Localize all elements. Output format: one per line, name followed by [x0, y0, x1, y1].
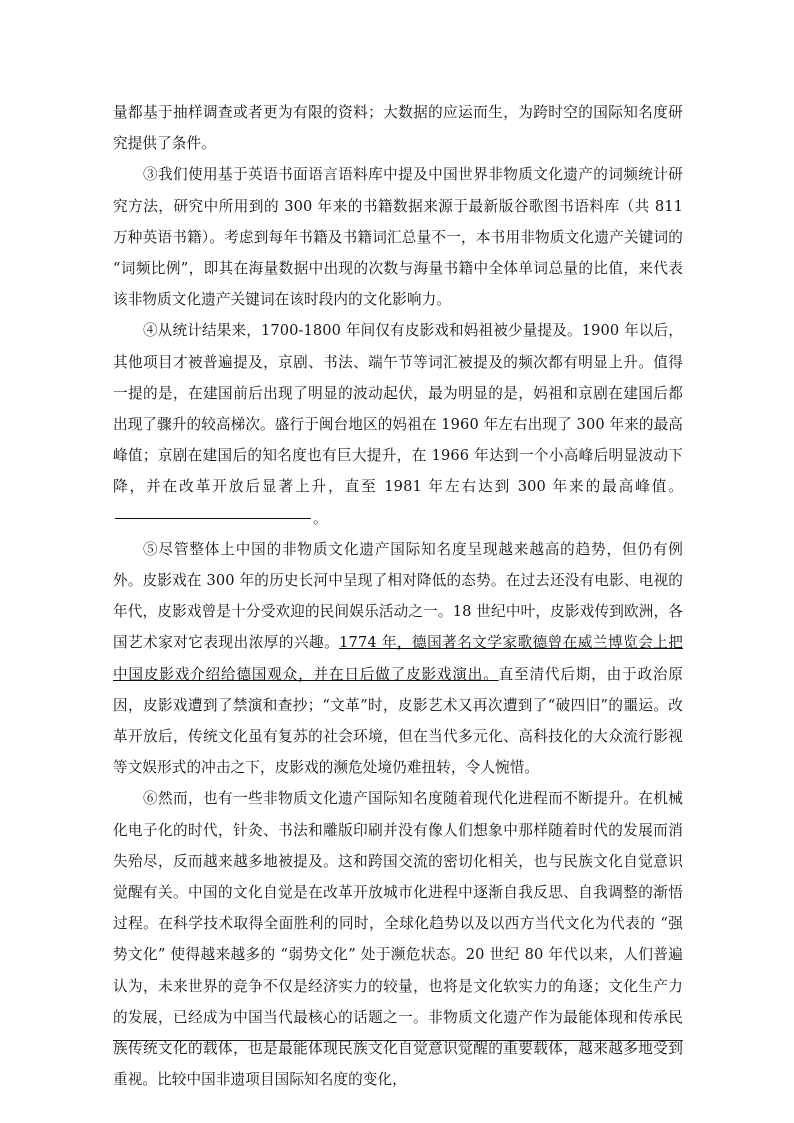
paragraph-6: ⑥然而，也有一些非物质文化遗产国际知名度随着现代化进程而不断提升。在机械化电子化的时代，针灸、书法和雕版印刷并没有像人们想象中那样随着时代的发展而消失殆尽，反而越来越多地被提及。这和跨国交流的密切化相关，也与民族文化自觉意识觉醒有关。中国的文化自觉是在改革开放城市化进程中逐渐自我反思、自我调整的渐悟过程。在科学技术取得全面胜利的同时，全球化趋势以及以西方当代文化为代表的 “强势文化” 使得越来越多的 “弱势文化” 处于濒危状态。20 世纪 80 年代以来，人们普遍认为，未来世界的竞争不仅是经济实力的较量，也将是文化软实力的角逐；文化生产力的发展，已经成为中国当代最核心的话题之一。非物质文化遗产作为最能体现和传承民族传统文化的载体，也是最能体现民族文化自觉意识觉醒的重要载体，越来越多地受到重视。比较中国非遗项目国际知名度的变化， — [113, 790, 683, 1089]
paragraph-2-continuation: 量都基于抽样调查或者更为有限的资料；大数据的应运而生，为跨时空的国际知名度研究提供了条件。 — [113, 104, 683, 153]
paragraph-4-text: ④从统计结果来，1700-1800 年间仅有皮影戏和妈祖被少量提及。1900 年以后，其他项目才被普遍提及，京剧、书法、端午节等词汇被提及的频次都有明显上升。值得一提的是，在建国前后出现了明显的波动起伏，最为明显的是，妈祖和京剧在建国后都出现了骤升的较高梯次。盛行于闽台地区的妈祖在 1960 年左右出现了 300 年来的最高峰值；京剧在建国后的知名度也有巨大提升，在 1966 年达到一个小高峰后明显波动下降，并在改革开放后显著上升，直至 1981 年左右达到 300 年来的最高峰值。 — [113, 322, 683, 496]
paragraph-5-before: ⑤尽管整体上中国的非物质文化遗产国际知名度呈现越来越高的趋势，但仍有例外。皮影戏在 300 年的历史长河中呈现了相对降低的态势。在过去还没有电影、电视的年代，皮影戏曾是十分受欢迎的民间娱乐活动之一。18 世纪中叶，皮影戏传到欧洲，各国艺术家对它表现出浓厚的兴趣。 — [113, 540, 683, 652]
paragraph-5-after: 直至清代后期，由于政治原因，皮影戏遭到了禁演和查抄；“文革”时，皮影艺术又再次遭到了“破四旧”的噩运。改革开放后，传统文化虽有复苏的社会环境，但在当代多元化、高科技化的大众流行影视等文娱形式的冲击之下，皮影戏的濒危处境仍难扭转，令人惋惜。 — [113, 665, 683, 777]
underlined-sentence: 1774 年，德国著名文学家歌德曾在威兰博览会上把中国皮影戏介绍给德国观众，并在日后做了皮影戏演出。 — [113, 634, 683, 683]
paragraph-4 — [113, 315, 683, 533]
fill-in-blank — [115, 517, 311, 519]
article-body — [113, 97, 683, 1096]
paragraph-5 — [113, 534, 683, 784]
paragraph-3: ③我们使用基于英语书面语言语料库中提及中国世界非物质文化遗产的词频统计研究方法，研究中所用到的 300 年来的书籍数据来源于最新版谷歌图书语料库（共 811 万种英语书籍）。考虑到每年书籍及书籍词汇总量不一，本书用非物质文化遗产关键词的 “词频比例”，即其在海量数据中出现的次数与海量书籍中全体单词总量的比值，来代表该非物质文化遗产关键词在该时段内的文化影响力。 — [113, 166, 683, 309]
paragraph-4-end: 。 — [313, 509, 328, 527]
footer-divider — [113, 1040, 683, 1041]
